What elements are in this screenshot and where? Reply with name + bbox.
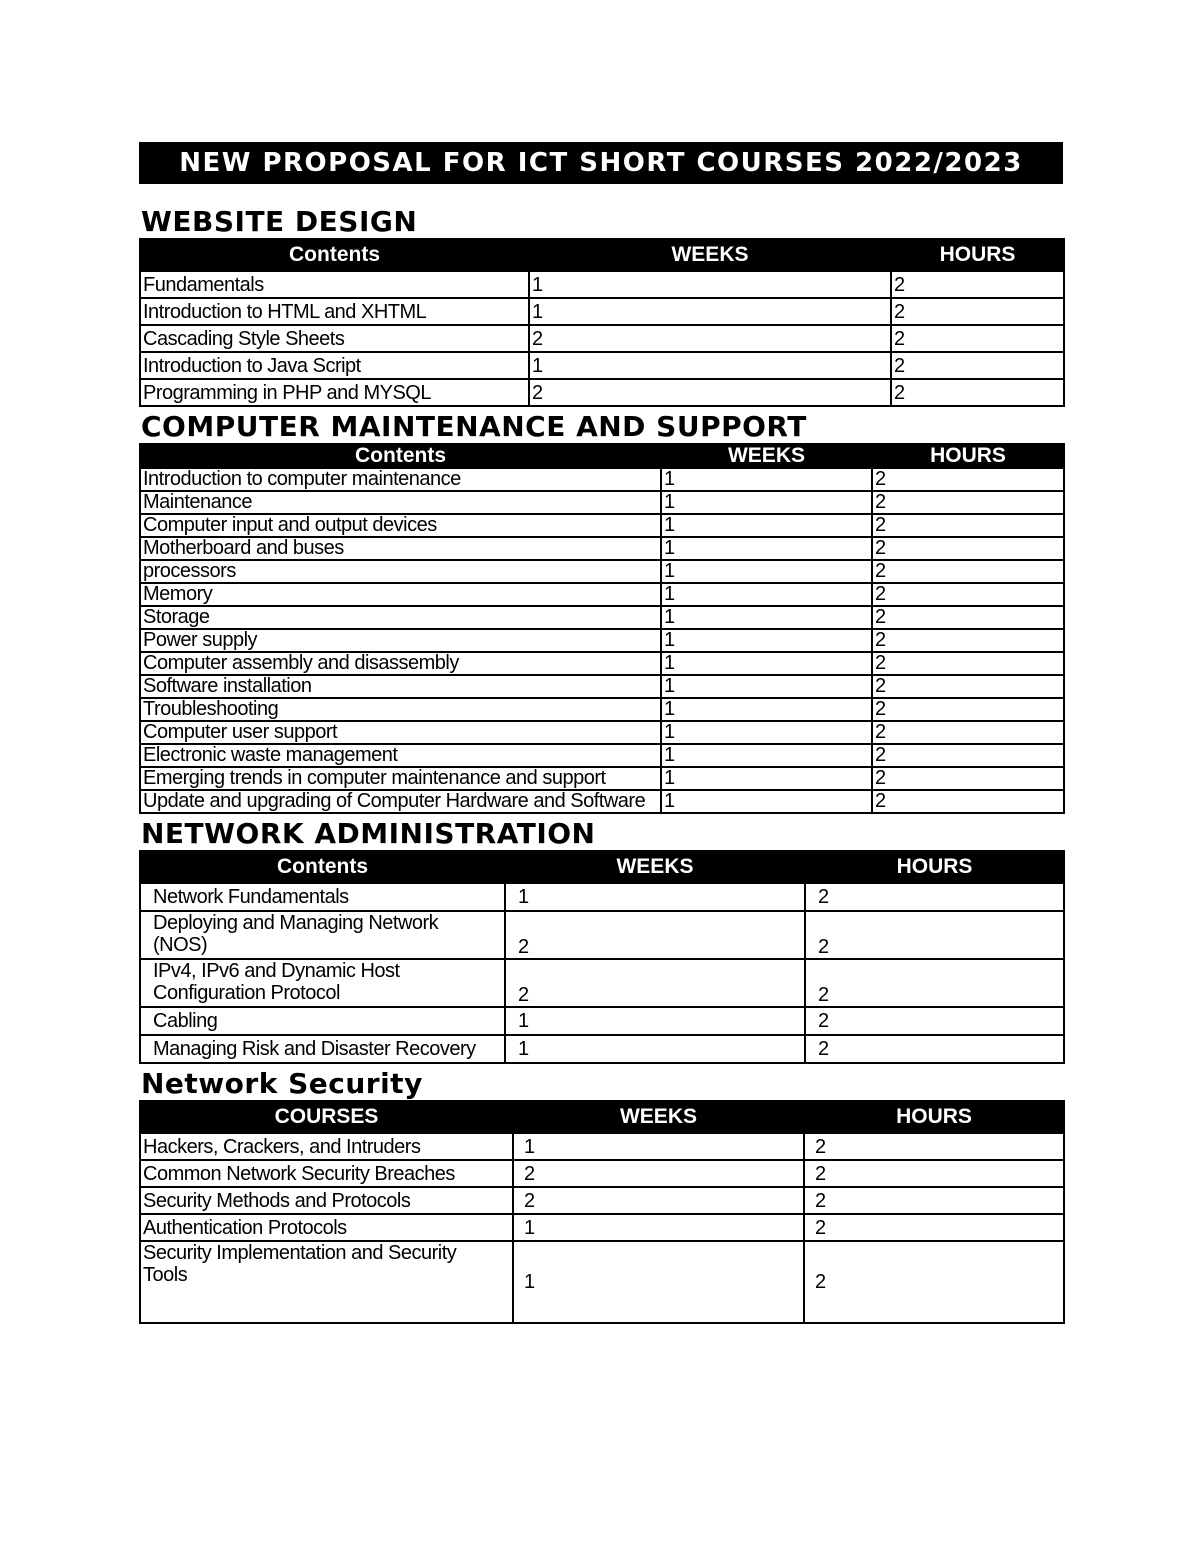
- table-row: [140, 583, 1064, 606]
- table-row: [140, 1007, 1064, 1035]
- hours-cell: 2: [804, 1187, 1064, 1214]
- table-row: [140, 767, 1064, 790]
- course-name-cell: Emerging trends in computer maintenance and support: [140, 767, 661, 790]
- weeks-cell: 2: [529, 325, 891, 352]
- table-row: [140, 468, 1064, 491]
- table-row: [140, 883, 1064, 911]
- table-row: [140, 1035, 1064, 1063]
- weeks-cell: 2: [529, 379, 891, 406]
- hours-cell: 2: [891, 271, 1064, 298]
- hours-cell: 2: [872, 652, 1064, 675]
- course-name-cell: Troubleshooting: [140, 698, 661, 721]
- hours-cell: 2: [804, 1241, 1064, 1323]
- table-row: [140, 606, 1064, 629]
- course-name-cell: Network Fundamentals: [140, 883, 505, 911]
- course-name-cell: Computer user support: [140, 721, 661, 744]
- course-name-cell: Storage: [140, 606, 661, 629]
- section-network-security: [139, 1068, 1063, 1324]
- column-header-hours: HOURS: [805, 851, 1064, 883]
- hours-cell: 2: [805, 911, 1064, 959]
- table-row: [140, 271, 1064, 298]
- course-table: [139, 850, 1065, 1064]
- course-name-cell: Fundamentals: [140, 271, 529, 298]
- course-name-cell: Update and upgrading of Computer Hardware and Software: [140, 790, 661, 813]
- column-header-hours: HOURS: [891, 239, 1064, 271]
- document-title: NEW PROPOSAL FOR ICT SHORT COURSES 2022/2023: [139, 142, 1063, 184]
- table-row: [140, 790, 1064, 813]
- hours-cell: 2: [872, 790, 1064, 813]
- course-name-cell: Hackers, Crackers, and Intruders: [140, 1133, 513, 1160]
- course-name-cell: Cascading Style Sheets: [140, 325, 529, 352]
- course-name-cell: Electronic waste management: [140, 744, 661, 767]
- hours-cell: 2: [872, 583, 1064, 606]
- weeks-cell: 1: [661, 514, 872, 537]
- hours-cell: 2: [872, 721, 1064, 744]
- course-name-cell: Software installation: [140, 675, 661, 698]
- table-row: [140, 352, 1064, 379]
- hours-cell: 2: [872, 767, 1064, 790]
- section-network-administration: [139, 818, 1063, 1064]
- column-header-contents: Contents: [140, 444, 661, 468]
- section-heading: WEBSITE DESIGN: [141, 205, 418, 238]
- weeks-cell: 2: [513, 1187, 804, 1214]
- column-header-courses: COURSES: [140, 1101, 513, 1133]
- weeks-cell: 2: [513, 1160, 804, 1187]
- hours-cell: 2: [805, 883, 1064, 911]
- hours-cell: 2: [805, 1035, 1064, 1063]
- table-row: [140, 491, 1064, 514]
- table-row: [140, 379, 1064, 406]
- hours-cell: 2: [804, 1214, 1064, 1241]
- table-row: [140, 1187, 1064, 1214]
- table-header-row: [140, 444, 1064, 468]
- table-row: [140, 1160, 1064, 1187]
- hours-cell: 2: [891, 298, 1064, 325]
- course-name-cell: Motherboard and buses: [140, 537, 661, 560]
- course-name-cell: Maintenance: [140, 491, 661, 514]
- table-row: [140, 744, 1064, 767]
- table-row: [140, 514, 1064, 537]
- hours-cell: 2: [872, 629, 1064, 652]
- weeks-cell: 1: [529, 352, 891, 379]
- table-header-row: [140, 239, 1064, 271]
- table-header-row: [140, 851, 1064, 883]
- table-row: [140, 537, 1064, 560]
- weeks-cell: 2: [505, 911, 805, 959]
- column-header-weeks: WEEKS: [529, 239, 891, 271]
- section-computer-maintenance: [139, 411, 1063, 814]
- hours-cell: 2: [891, 352, 1064, 379]
- hours-cell: 2: [872, 675, 1064, 698]
- course-name-cell: Computer input and output devices: [140, 514, 661, 537]
- weeks-cell: 1: [661, 675, 872, 698]
- table-row: [140, 652, 1064, 675]
- weeks-cell: 1: [661, 790, 872, 813]
- hours-cell: 2: [804, 1160, 1064, 1187]
- hours-cell: 2: [805, 959, 1064, 1007]
- course-name-cell: Managing Risk and Disaster Recovery: [140, 1035, 505, 1063]
- course-table: [139, 443, 1065, 814]
- weeks-cell: 1: [661, 652, 872, 675]
- table-header-row: [140, 1101, 1064, 1133]
- table-row: [140, 298, 1064, 325]
- course-name-cell: Deploying and Managing Network (NOS): [140, 911, 505, 959]
- section-website-design: [139, 206, 1063, 407]
- hours-cell: 2: [804, 1133, 1064, 1160]
- course-name-cell: Introduction to computer maintenance: [140, 468, 661, 491]
- hours-cell: 2: [872, 491, 1064, 514]
- column-header-weeks: WEEKS: [513, 1101, 804, 1133]
- table-row: [140, 721, 1064, 744]
- table-row: [140, 698, 1064, 721]
- weeks-cell: 1: [529, 271, 891, 298]
- course-name-cell: IPv4, IPv6 and Dynamic Host Configuration Protocol: [140, 959, 505, 1007]
- weeks-cell: 1: [661, 744, 872, 767]
- hours-cell: 2: [891, 325, 1064, 352]
- table-row: [140, 1241, 1064, 1323]
- weeks-cell: 1: [661, 698, 872, 721]
- course-name-cell: Computer assembly and disassembly: [140, 652, 661, 675]
- course-name-cell: Authentication Protocols: [140, 1214, 513, 1241]
- weeks-cell: 1: [505, 1007, 805, 1035]
- table-row: [140, 959, 1064, 1007]
- section-heading: Network Security: [141, 1067, 423, 1100]
- course-name-cell: Common Network Security Breaches: [140, 1160, 513, 1187]
- weeks-cell: 1: [661, 629, 872, 652]
- weeks-cell: 1: [529, 298, 891, 325]
- weeks-cell: 1: [661, 491, 872, 514]
- hours-cell: 2: [872, 537, 1064, 560]
- weeks-cell: 1: [661, 767, 872, 790]
- hours-cell: 2: [872, 698, 1064, 721]
- hours-cell: 2: [872, 514, 1064, 537]
- course-name-cell: Memory: [140, 583, 661, 606]
- table-row: [140, 1133, 1064, 1160]
- table-row: [140, 675, 1064, 698]
- weeks-cell: 1: [513, 1133, 804, 1160]
- column-header-weeks: WEEKS: [661, 444, 872, 468]
- hours-cell: 2: [872, 560, 1064, 583]
- hours-cell: 2: [872, 468, 1064, 491]
- course-name-cell: processors: [140, 560, 661, 583]
- column-header-contents: Contents: [140, 239, 529, 271]
- weeks-cell: 1: [513, 1214, 804, 1241]
- section-heading: COMPUTER MAINTENANCE AND SUPPORT: [141, 410, 807, 443]
- hours-cell: 2: [891, 379, 1064, 406]
- weeks-cell: 1: [505, 883, 805, 911]
- weeks-cell: 1: [661, 606, 872, 629]
- table-row: [140, 629, 1064, 652]
- course-name-cell: Programming in PHP and MYSQL: [140, 379, 529, 406]
- hours-cell: 2: [872, 744, 1064, 767]
- weeks-cell: 1: [661, 560, 872, 583]
- course-name-cell: Introduction to HTML and XHTML: [140, 298, 529, 325]
- course-name-cell: Security Methods and Protocols: [140, 1187, 513, 1214]
- course-name-cell: Power supply: [140, 629, 661, 652]
- course-table: [139, 238, 1065, 407]
- column-header-weeks: WEEKS: [505, 851, 805, 883]
- course-name-cell: Security Implementation and Security Tools: [140, 1241, 513, 1323]
- weeks-cell: 1: [513, 1241, 804, 1323]
- weeks-cell: 1: [661, 583, 872, 606]
- column-header-hours: HOURS: [804, 1101, 1064, 1133]
- document-page: [139, 142, 1063, 1324]
- table-row: [140, 1214, 1064, 1241]
- course-name-cell: Cabling: [140, 1007, 505, 1035]
- column-header-contents: Contents: [140, 851, 505, 883]
- table-row: [140, 560, 1064, 583]
- weeks-cell: 1: [661, 537, 872, 560]
- course-table: [139, 1100, 1065, 1324]
- column-header-hours: HOURS: [872, 444, 1064, 468]
- table-row: [140, 911, 1064, 959]
- hours-cell: 2: [805, 1007, 1064, 1035]
- hours-cell: 2: [872, 606, 1064, 629]
- course-name-cell: Introduction to Java Script: [140, 352, 529, 379]
- weeks-cell: 1: [505, 1035, 805, 1063]
- weeks-cell: 2: [505, 959, 805, 1007]
- table-row: [140, 325, 1064, 352]
- weeks-cell: 1: [661, 721, 872, 744]
- section-heading: NETWORK ADMINISTRATION: [141, 817, 596, 850]
- weeks-cell: 1: [661, 468, 872, 491]
